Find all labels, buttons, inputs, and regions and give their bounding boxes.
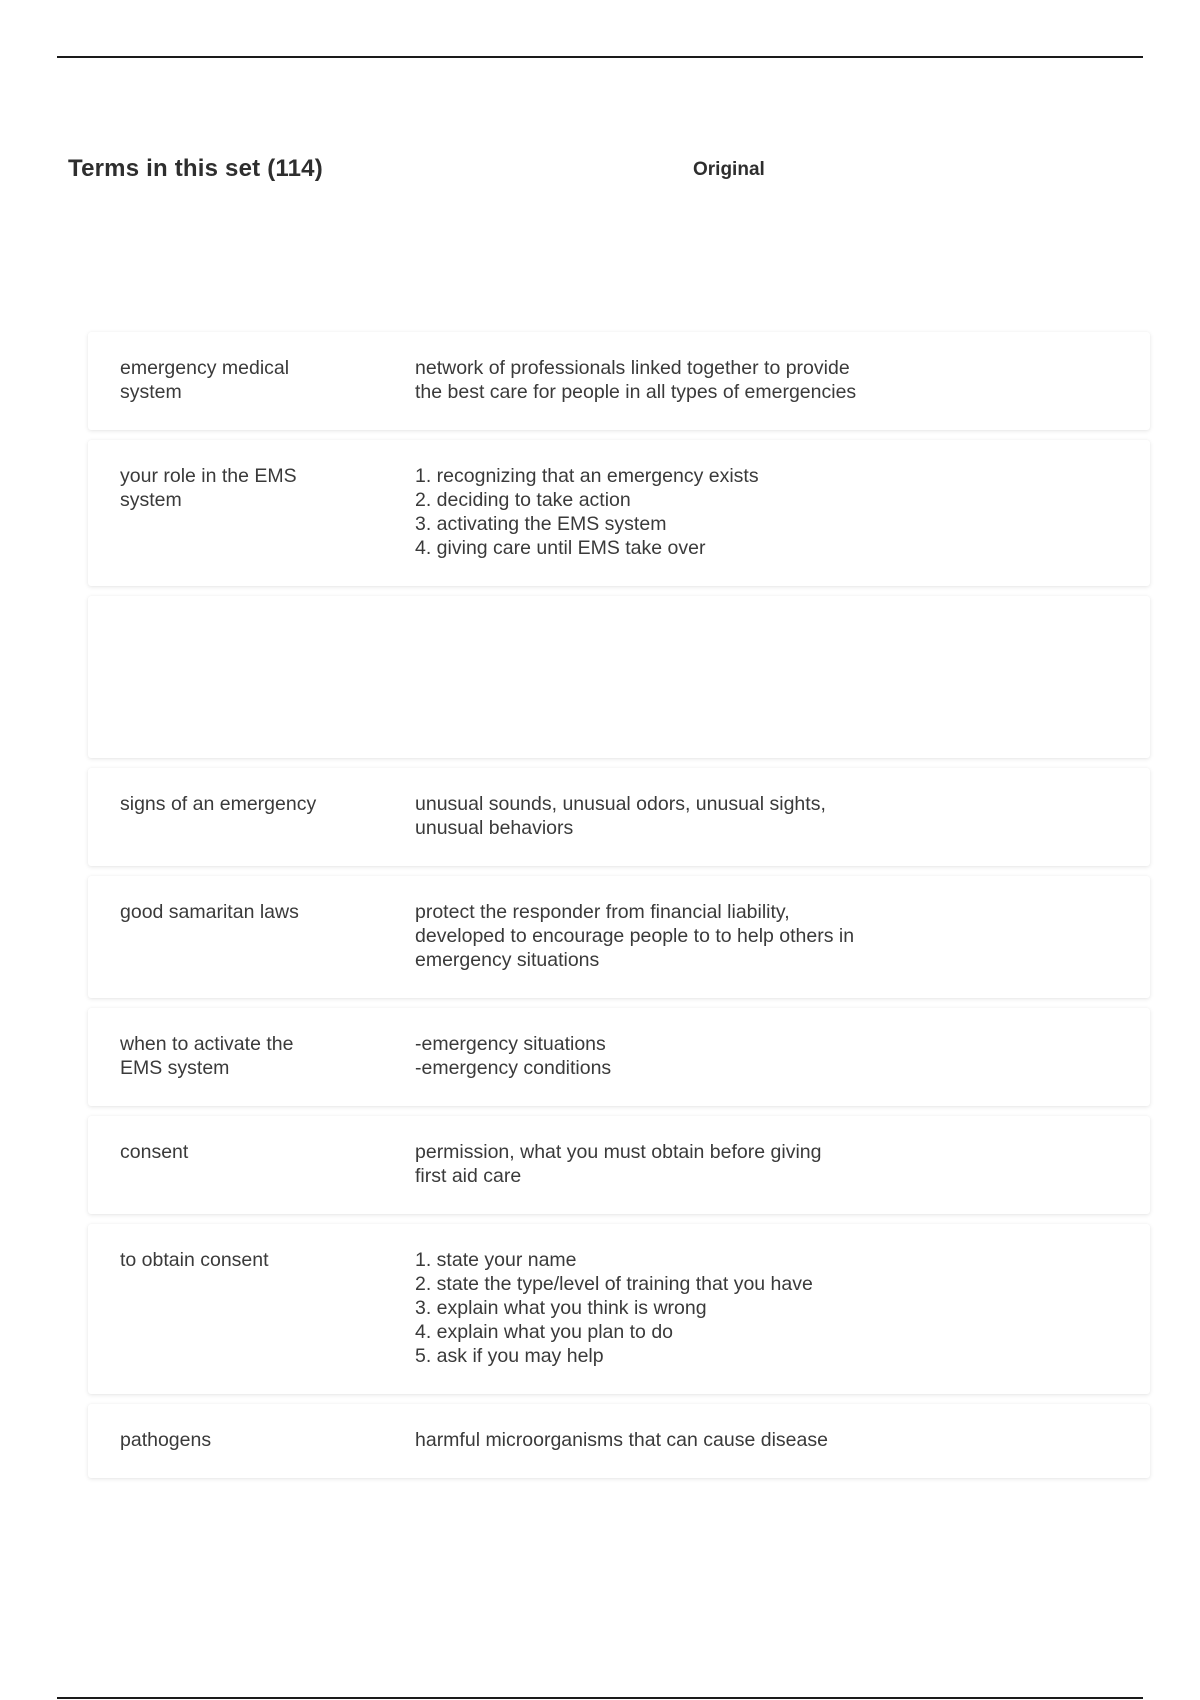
definition-text: -emergency situations -emergency conditions (415, 1033, 612, 1079)
term-card-list (88, 332, 1150, 1488)
term-text (120, 620, 415, 732)
term-text: your role in the EMS system (120, 465, 297, 511)
term-card (88, 1224, 1150, 1394)
set-title: Terms in this set (114) (68, 155, 323, 182)
term-text: emergency medical system (120, 357, 290, 403)
definition-text: 1. recognizing that an emergency exists 2. deciding to take action 3. activating the EMS system 4. giving care until EMS take over (415, 465, 759, 559)
term-card (88, 440, 1150, 586)
definition-text: harmful microorganisms that can cause disease (415, 1429, 828, 1451)
definition-text: network of professionals linked together to provide the best care for people in all types of emergencies (415, 357, 857, 403)
term-text: signs of an emergency (120, 793, 317, 815)
definition-text: 1. state your name 2. state the type/level of training that you have 3. explain what you think is wrong 4. explain what you plan to do 5. ask if you may help (415, 1249, 813, 1367)
term-text: good samaritan laws (120, 901, 299, 923)
term-card (88, 1404, 1150, 1478)
term-text: pathogens (120, 1429, 212, 1451)
definition-text (415, 620, 895, 732)
mode-label: Original (693, 159, 765, 180)
term-card (88, 1008, 1150, 1106)
term-text: to obtain consent (120, 1249, 269, 1271)
term-card (88, 876, 1150, 998)
blank-term-card (88, 596, 1150, 758)
term-text: when to activate the EMS system (120, 1033, 294, 1079)
term-card (88, 768, 1150, 866)
term-card (88, 1116, 1150, 1214)
term-card (88, 332, 1150, 430)
set-header (68, 155, 1148, 195)
top-divider (57, 56, 1143, 58)
definition-text: protect the responder from financial liability, developed to encourage people to to help others in emergency situations (415, 901, 855, 971)
bottom-divider (57, 1697, 1143, 1699)
term-text: consent (120, 1141, 189, 1163)
definition-text: permission, what you must obtain before giving first aid care (415, 1141, 822, 1187)
definition-text: unusual sounds, unusual odors, unusual sights, unusual behaviors (415, 793, 826, 839)
